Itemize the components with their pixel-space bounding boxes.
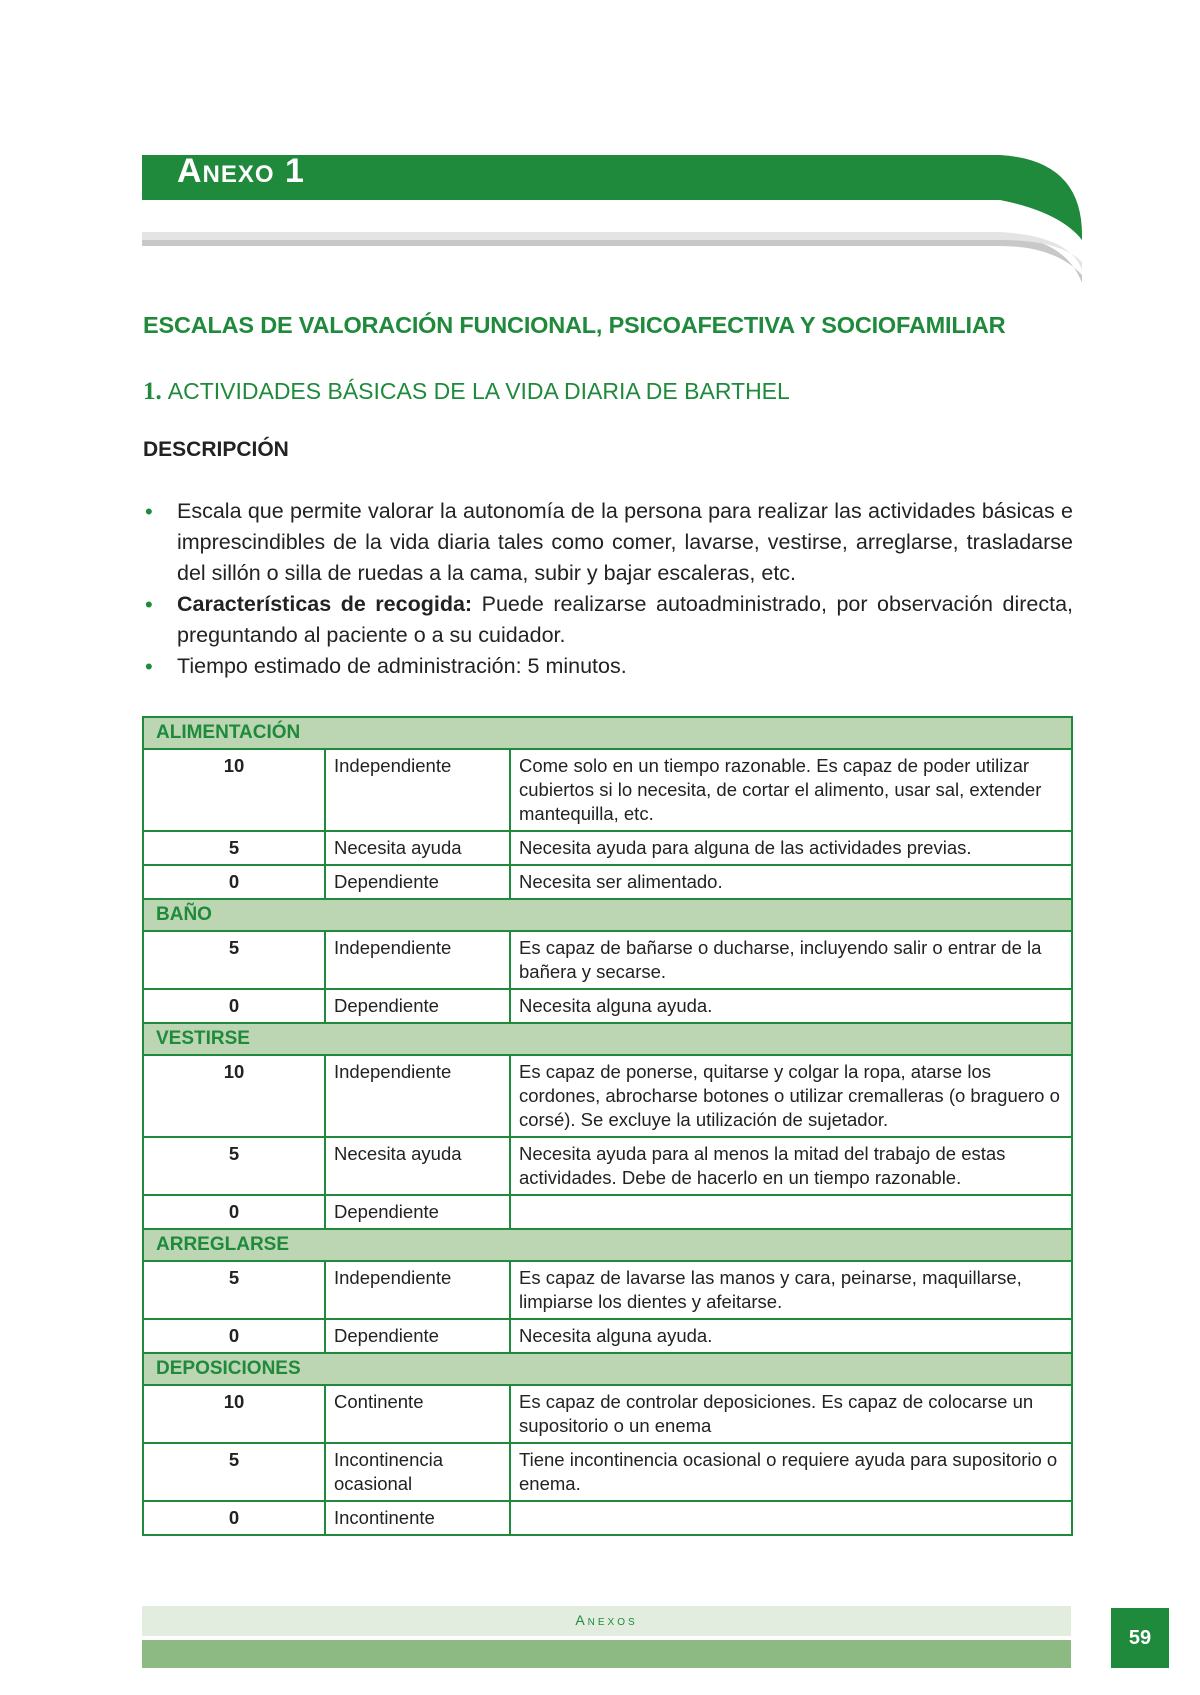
table-row <box>143 1443 1072 1501</box>
description-cell: Necesita alguna ayuda. <box>510 989 1072 1023</box>
bullet-text: Escala que permite valorar la autonomía de la persona para realizar las actividades básicas e imprescindibles de la vida diaria tales como comer, lavarse, vestirse, arreglarse, trasladarse del sillón o silla de ruedas a la cama, subir y bajar escaleras, etc. <box>177 499 1073 585</box>
table-row <box>143 989 1072 1023</box>
score-cell: 10 <box>143 749 325 831</box>
level-cell: Dependiente <box>325 865 510 899</box>
level-cell: Dependiente <box>325 1195 510 1229</box>
description-cell: Necesita ayuda para al menos la mitad del trabajo de estas actividades. Debe de hacerlo en un tiempo razonable. <box>510 1137 1072 1195</box>
barthel-table <box>142 716 1073 1536</box>
table-row <box>143 1261 1072 1319</box>
header-band <box>0 0 1200 300</box>
table-row <box>143 1055 1072 1137</box>
level-cell: Dependiente <box>325 989 510 1023</box>
description-cell: Es capaz de lavarse las manos y cara, peinarse, maquillarse, limpiarse los dientes y afeitarse. <box>510 1261 1072 1319</box>
score-cell: 0 <box>143 1501 325 1535</box>
description-cell: Necesita ayuda para alguna de las actividades previas. <box>510 831 1072 865</box>
category-name: ALIMENTACIÓN <box>143 717 1072 749</box>
description-cell: Es capaz de controlar deposiciones. Es capaz de colocarse un supositorio o un enema <box>510 1385 1072 1443</box>
level-cell: Dependiente <box>325 1319 510 1353</box>
table-row <box>143 831 1072 865</box>
score-cell: 10 <box>143 1055 325 1137</box>
level-cell: Necesita ayuda <box>325 831 510 865</box>
category-row <box>143 717 1072 749</box>
bullet-item <box>143 589 1073 651</box>
score-cell: 5 <box>143 931 325 989</box>
bullet-icon: • <box>145 592 153 617</box>
table-row <box>143 1385 1072 1443</box>
bullet-icon: • <box>145 654 153 679</box>
table-row <box>143 931 1072 989</box>
bullet-icon: • <box>145 499 153 524</box>
table-row <box>143 865 1072 899</box>
bullet-item <box>143 496 1073 589</box>
score-cell: 5 <box>143 1137 325 1195</box>
level-cell: Continente <box>325 1385 510 1443</box>
description-cell <box>510 1501 1072 1535</box>
category-row <box>143 1229 1072 1261</box>
bullet-item <box>143 651 1073 682</box>
footer-label: Anexos <box>575 1612 638 1628</box>
description-cell: Come solo en un tiempo razonable. Es capaz de poder utilizar cubiertos si lo necesita, de cortar el alimento, usar sal, extender mantequilla, etc. <box>510 749 1072 831</box>
section-title <box>143 378 790 406</box>
table-row <box>143 1319 1072 1353</box>
description-cell: Es capaz de ponerse, quitarse y colgar la ropa, atarse los cordones, abrocharse botones o utilizar cremalleras (o braguero o corsé). Se excluye la utilización de sujetador. <box>510 1055 1072 1137</box>
bullet-text: Tiempo estimado de administración: 5 minutos. <box>177 654 627 678</box>
score-cell: 0 <box>143 989 325 1023</box>
annex-title: Anexo 1 <box>177 152 305 190</box>
description-cell <box>510 1195 1072 1229</box>
table-row <box>143 749 1072 831</box>
header-grey-swoosh <box>142 235 1082 283</box>
description-heading: DESCRIPCIÓN <box>143 438 289 461</box>
score-cell: 5 <box>143 831 325 865</box>
category-name: VESTIRSE <box>143 1023 1072 1055</box>
category-row <box>143 1353 1072 1385</box>
score-cell: 10 <box>143 1385 325 1443</box>
page-number: 59 <box>1111 1608 1169 1668</box>
score-cell: 0 <box>143 1195 325 1229</box>
level-cell: Incontinente <box>325 1501 510 1535</box>
category-name: BAÑO <box>143 899 1072 931</box>
level-cell: Necesita ayuda <box>325 1137 510 1195</box>
description-cell: Necesita alguna ayuda. <box>510 1319 1072 1353</box>
table-row <box>143 1137 1072 1195</box>
level-cell: Independiente <box>325 749 510 831</box>
category-row <box>143 899 1072 931</box>
level-cell: Independiente <box>325 1055 510 1137</box>
section-title-text: ACTIVIDADES BÁSICAS DE LA VIDA DIARIA DE BARTHEL <box>167 378 790 404</box>
description-cell: Es capaz de bañarse o ducharse, incluyendo salir o entrar de la bañera y secarse. <box>510 931 1072 989</box>
category-row <box>143 1023 1072 1055</box>
score-cell: 0 <box>143 865 325 899</box>
category-name: DEPOSICIONES <box>143 1353 1072 1385</box>
table-row <box>143 1195 1072 1229</box>
description-bullet-list <box>143 496 1073 682</box>
table-row <box>143 1501 1072 1535</box>
score-cell: 5 <box>143 1443 325 1501</box>
category-name: ARREGLARSE <box>143 1229 1072 1261</box>
level-cell: Independiente <box>325 931 510 989</box>
bullet-text: Puede realizarse autoadministrado, por observación directa, preguntando al paciente o a su cuidador. <box>177 592 1074 647</box>
level-cell: Incontinencia ocasional <box>325 1443 510 1501</box>
section-number: 1. <box>143 378 162 405</box>
description-cell: Tiene incontinencia ocasional o requiere ayuda para supositorio o enema. <box>510 1443 1072 1501</box>
document-title: ESCALAS DE VALORACIÓN FUNCIONAL, PSICOAFECTIVA Y SOCIOFAMILIAR <box>143 312 1006 338</box>
footer-band-dark <box>142 1640 1071 1668</box>
description-cell: Necesita ser alimentado. <box>510 865 1072 899</box>
score-cell: 5 <box>143 1261 325 1319</box>
bullet-bold-label: Características de recogida: <box>177 592 473 616</box>
score-cell: 0 <box>143 1319 325 1353</box>
level-cell: Independiente <box>325 1261 510 1319</box>
